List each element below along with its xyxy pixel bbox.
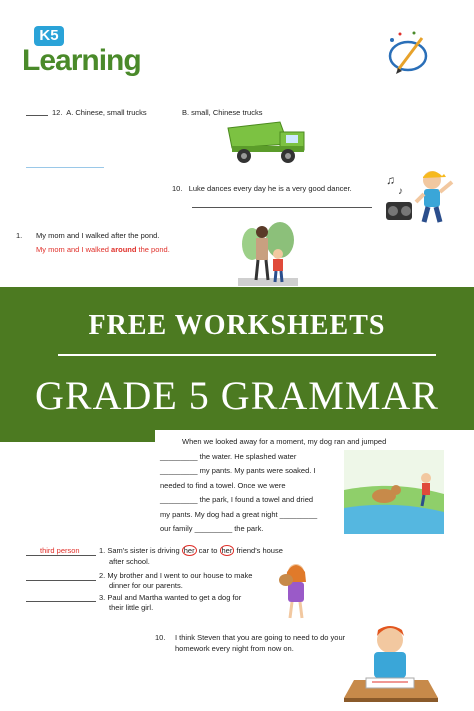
dog-river-illustration — [344, 450, 444, 534]
logo-learning-text: Learning — [22, 44, 141, 77]
question-10-top: 10. Luke dances every day he is a very good dancer. — [172, 184, 352, 193]
pencil-globe-icon — [384, 30, 436, 78]
question-1-text: My mom and I walked after the pond. — [36, 231, 160, 240]
banner-divider — [58, 354, 436, 356]
banner-heading-free-worksheets: FREE WORKSHEETS — [88, 310, 386, 341]
dancing-boy-illustration — [384, 166, 456, 226]
svg-text:♪: ♪ — [398, 186, 403, 197]
question-1-answer: My mom and I walked around the pond. — [36, 245, 170, 254]
svg-text:♫: ♫ — [386, 173, 395, 187]
mother-child-illustration — [238, 220, 298, 286]
question-12-option-b: B. small, Chinese trucks — [182, 108, 263, 117]
pronoun-item-2: 2. My brother and I went to our house to make — [99, 571, 253, 580]
pronoun-item-3-line2: their little girl. — [109, 603, 154, 612]
answer-line-2 — [26, 580, 96, 581]
banner-heading-grade-5-grammar: GRADE 5 GRAMMAR — [35, 373, 439, 418]
question-10-bottom-number: 10. — [155, 633, 166, 642]
fill-in-paragraph: When we looked away for a moment, my dog ran and jumped _________ the water. He splashed water _________ my pants. My pants were soaked. I needed to find a towel. Once we were _________ the park, I found a towel and dried my pants. My dog had a great night _________ our family _________ the park. — [160, 437, 387, 533]
logo-k5-badge: K5 — [34, 26, 64, 46]
girl-with-puppy-illustration — [272, 560, 318, 622]
pronoun-item-1: 1. Sam's sister is driving her car to her friend's house — [99, 546, 283, 555]
answer-line-3 — [26, 601, 96, 602]
boy-homework-illustration — [338, 620, 446, 706]
question-1-number: 1. — [16, 231, 23, 240]
truck-illustration — [218, 118, 310, 166]
answer-blank — [26, 115, 48, 116]
answer-line — [192, 207, 372, 208]
divider — [26, 167, 104, 168]
pronoun-item-3: 3. Paul and Martha wanted to get a dog for — [99, 593, 242, 602]
answer-1-text: third person — [40, 546, 80, 555]
question-12: 12. A. Chinese, small trucks — [52, 108, 147, 117]
pronoun-item-1-line2: after school. — [109, 557, 150, 566]
pronoun-item-2-line2: dinner for our parents. — [109, 581, 183, 590]
question-10-bottom-line2: homework every night from now on. — [175, 644, 294, 653]
question-10-bottom-line1: I think Steven that you are going to need to do your — [175, 633, 346, 642]
